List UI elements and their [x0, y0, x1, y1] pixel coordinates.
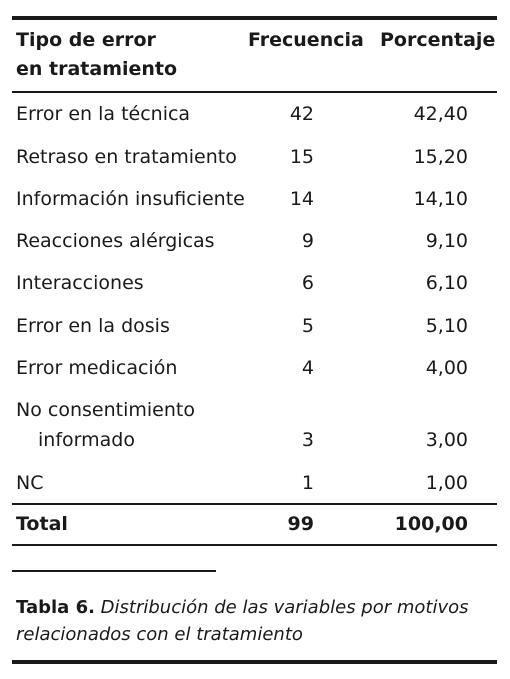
total-percentage: 100,00: [394, 513, 468, 535]
row-percentage: 15,20: [413, 146, 468, 168]
row-frequency: 9: [301, 230, 314, 252]
row-percentage: 42,40: [413, 103, 468, 125]
page-bottom-rule: [12, 660, 497, 664]
row-frequency: 4: [301, 357, 314, 379]
row-frequency: 6: [301, 272, 314, 294]
caption-text: Distribución de las variables por motivos relacionados con el tratamiento: [16, 597, 469, 645]
header-type-line2: en tratamiento: [16, 58, 178, 80]
row-frequency: 5: [301, 315, 314, 337]
table-caption: [16, 594, 496, 648]
row-percentage: 3,00: [425, 429, 468, 451]
header-rule: [12, 91, 497, 93]
table-bottom-rule: [12, 544, 497, 546]
row-percentage: 9,10: [425, 230, 468, 252]
row-label: Retraso en tratamiento: [16, 146, 237, 168]
row-frequency: 3: [301, 429, 314, 451]
header-type-line1: Tipo de error: [16, 29, 156, 51]
header-frequency: Frecuencia: [248, 29, 364, 51]
row-frequency: 14: [289, 188, 314, 210]
row-percentage: 1,00: [425, 472, 468, 494]
row-percentage: 6,10: [425, 272, 468, 294]
row-label: Error en la técnica: [16, 103, 191, 125]
row-label: Error medicación: [16, 357, 178, 379]
header-percentage: Porcentaje: [380, 29, 496, 51]
caption-label: Tabla 6.: [16, 597, 95, 618]
row-label: Interacciones: [16, 272, 144, 294]
row-percentage: 5,10: [425, 315, 468, 337]
row-label-line2: informado: [38, 429, 135, 451]
row-label-line1: No consentimiento: [16, 399, 195, 421]
row-percentage: 14,10: [413, 188, 468, 210]
table-top-rule: [12, 16, 497, 20]
row-label: Reacciones alérgicas: [16, 230, 215, 252]
total-label: Total: [16, 513, 68, 535]
total-frequency: 99: [287, 513, 314, 535]
total-rule: [12, 503, 497, 505]
row-label: NC: [16, 472, 44, 494]
row-frequency: 1: [301, 472, 314, 494]
row-percentage: 4,00: [425, 357, 468, 379]
row-label: Error en la dosis: [16, 315, 170, 337]
caption-separator: [12, 570, 216, 572]
row-label: Información insuficiente: [16, 188, 245, 210]
row-frequency: 42: [289, 103, 314, 125]
row-frequency: 15: [289, 146, 314, 168]
